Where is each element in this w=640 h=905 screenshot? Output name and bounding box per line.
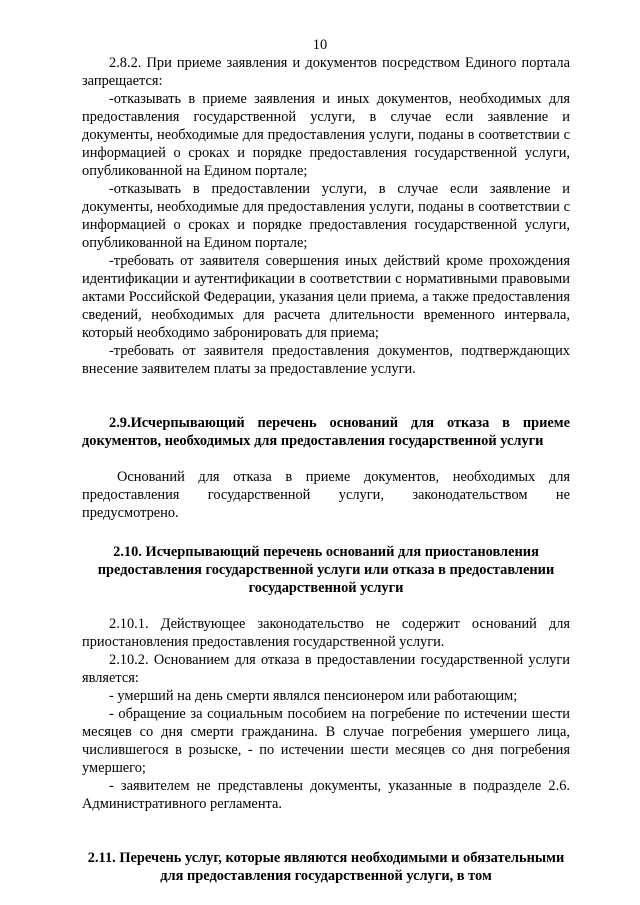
- section-2-11-heading: 2.11. Перечень услуг, которые являются необходимыми и обязательными для предоставления государственной услуги, в том: [87, 850, 565, 884]
- page-content: [82, 54, 570, 885]
- list-item: -требовать от заявителя совершения иных действий кроме прохождения идентификации и аутентификации в соответствии с нормативными правовыми актами Российской Федерации, указания цели приема, а также предоставления сведений, необходимых для расчета длительности временного интервала, который необходимо забронировать для приема;: [82, 253, 570, 341]
- section-2-9-heading: 2.9.Исчерпывающий перечень оснований для отказа в приеме документов, необходимых для предоставления государственной услуги: [82, 415, 570, 449]
- page-number: 10: [312, 37, 328, 53]
- section-2-9-body: Оснований для отказа в приеме документов, необходимых для предоставления государственной услуги, законодательством не предусмотрено.: [82, 469, 570, 521]
- clause-2-8-2-intro: 2.8.2. При приеме заявления и документов посредством Единого портала запрещается:: [82, 55, 570, 89]
- clause-2-10-2: 2.10.2. Основанием для отказа в предоставлении государственной услуги является:: [82, 652, 570, 686]
- list-item: - заявителем не представлены документы, указанные в подразделе 2.6. Административного регламента.: [82, 778, 570, 812]
- clause-2-10-1: 2.10.1. Действующее законодательство не содержит оснований для приостановления предоставления государственной услуги.: [82, 616, 570, 650]
- list-item: - обращение за социальным пособием на погребение по истечении шести месяцев со дня смерти гражданина. В случае погребения умершего лица, числившегося в розыске, - по истечении шести месяцев со дня погребения умершего;: [82, 706, 570, 776]
- list-item: -отказывать в предоставлении услуги, в случае если заявление и документы, необходимые для предоставления услуги, поданы в соответствии с информацией о сроках и порядке предоставления государственной услуги, опубликованной на Едином портале;: [82, 181, 570, 251]
- list-item: -требовать от заявителя предоставления документов, подтверждающих внесение заявителем платы за предоставление услуги.: [82, 343, 570, 377]
- list-item: -отказывать в приеме заявления и иных документов, необходимых для предоставления государственной услуги, в случае если заявление и документы, необходимые для предоставления услуги, поданы в соответствии с информацией о сроках и порядке предоставления государственной услуги, опубликованной на Едином портале;: [82, 91, 570, 179]
- section-2-10-heading: 2.10. Исчерпывающий перечень оснований для приостановления предоставления государственной услуги или отказа в предоставлении государственной услуги: [97, 544, 555, 596]
- list-item: - умерший на день смерти являлся пенсионером или работающим;: [109, 688, 518, 704]
